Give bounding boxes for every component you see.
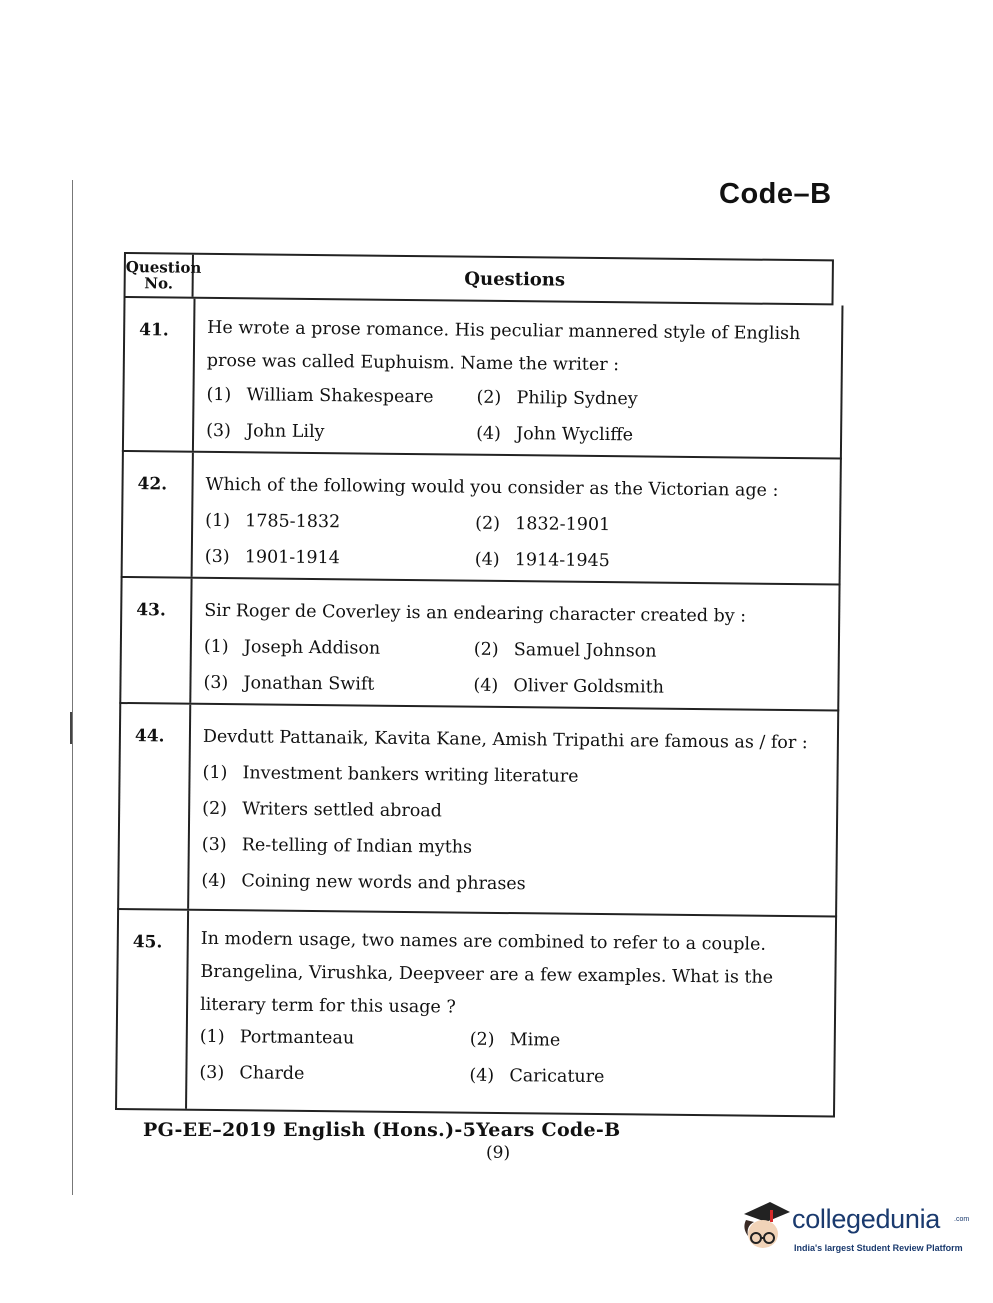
option-number: (2) <box>476 387 502 408</box>
option-number: (4) <box>474 549 500 570</box>
option-text: Jonathan Swift <box>243 673 375 695</box>
option-text: Re-telling of Indian myths <box>241 835 473 858</box>
option-number: (3) <box>206 420 232 442</box>
option-text: 1914-1945 <box>514 550 610 572</box>
option-number: (2) <box>202 798 228 820</box>
option <box>201 871 525 894</box>
question-number: 42. <box>137 474 168 495</box>
question-number: 43. <box>136 600 166 621</box>
option <box>206 421 325 442</box>
option-number: (4) <box>476 423 502 444</box>
column-divider <box>185 911 189 1109</box>
option <box>473 676 664 698</box>
option-text: Portmanteau <box>239 1027 355 1049</box>
option-number: (2) <box>473 639 499 660</box>
option-number: (4) <box>469 1065 495 1086</box>
option-text: Mime <box>509 1030 561 1051</box>
logo-tagline: India's largest Student Review Platform <box>794 1243 963 1253</box>
option-number: (3) <box>199 1062 225 1084</box>
option-text: Charde <box>239 1063 305 1084</box>
option-text: Caricature <box>509 1066 605 1088</box>
column-divider <box>189 579 192 703</box>
option-number: (1) <box>199 1026 225 1048</box>
option-text: John Lily <box>246 421 325 443</box>
option <box>475 550 610 571</box>
table-header-row <box>124 252 834 305</box>
option-text: Investment bankers writing literature <box>242 763 579 787</box>
question-text: Sir Roger de Coverley is an endearing character created by : <box>204 600 747 627</box>
option-number: (1) <box>205 510 231 532</box>
column-divider <box>192 299 196 451</box>
option-text: William Shakespeare <box>246 385 434 408</box>
question-number: 44. <box>134 726 165 747</box>
option-number: (1) <box>202 762 228 784</box>
scan-edge-line <box>72 180 73 1195</box>
column-header-question-no-line2: No. <box>144 274 174 293</box>
logo-wordmark: collegedunia <box>792 1204 941 1234</box>
option <box>474 640 657 662</box>
option <box>204 637 381 659</box>
option <box>200 1027 355 1049</box>
option-text: Samuel Johnson <box>513 640 657 662</box>
option-text: Writers settled abroad <box>242 799 443 822</box>
option-text: 1785-1832 <box>245 511 341 533</box>
logo-suffix: .com <box>954 1216 970 1223</box>
question-text: He wrote a prose romance. His peculiar mannered style of English prose was called Euphuism. Name the writer : <box>206 317 801 376</box>
question-row <box>117 704 839 918</box>
option-text: John Wycliffe <box>516 424 634 446</box>
page-number: (9) <box>486 1143 511 1163</box>
option <box>469 1066 604 1087</box>
question-row <box>122 298 844 460</box>
mascot-icon <box>736 1198 792 1258</box>
option <box>206 385 433 407</box>
column-header-question-no <box>125 254 202 297</box>
question-number: 45. <box>132 932 163 953</box>
scan-edge-mark <box>70 712 78 744</box>
question-table <box>115 252 854 1120</box>
option <box>205 511 340 532</box>
question-text: Devdutt Pattanaik, Kavita Kane, Amish Tripathi are famous as / for : <box>202 726 808 754</box>
question-row <box>119 578 840 712</box>
column-header-questions: Questions <box>464 268 566 291</box>
option-number: (2) <box>469 1029 495 1050</box>
option-text: 1901-1914 <box>244 547 340 569</box>
question-text: In modern usage, two names are combined to refer to a couple. Brangelina, Virushka, Deepveer are a few examples. What is the literary term for this usage ? <box>200 928 774 1018</box>
option-number: (3) <box>204 546 230 568</box>
collegedunia-logo <box>736 1196 970 1266</box>
column-header-question-no-line1: Question <box>125 258 202 277</box>
option <box>476 424 633 446</box>
cap-tassel <box>770 1210 773 1222</box>
column-divider <box>191 453 194 577</box>
paper-code: Code–B <box>719 178 832 210</box>
column-divider <box>187 705 191 909</box>
option-number: (4) <box>201 870 227 892</box>
option-text: 1832-1901 <box>515 514 611 536</box>
option <box>202 763 578 787</box>
option <box>202 835 472 858</box>
option <box>475 514 610 535</box>
option <box>476 388 637 410</box>
option-number: (1) <box>206 384 232 406</box>
option <box>202 799 442 822</box>
exam-footer: PG-EE–2019 English (Hons.)-5Years Code-B <box>143 1119 621 1141</box>
option <box>203 673 374 695</box>
option-number: (2) <box>475 513 501 534</box>
option <box>199 1063 304 1084</box>
option-number: (3) <box>203 672 229 694</box>
question-row <box>115 910 837 1118</box>
option-text: Joseph Addison <box>243 637 381 659</box>
option-number: (1) <box>203 636 229 658</box>
option-number: (3) <box>201 834 227 856</box>
option <box>470 1030 561 1051</box>
option <box>205 547 340 568</box>
grad-cap <box>744 1202 790 1222</box>
option-text: Coining new words and phrases <box>241 871 526 895</box>
question-row <box>121 452 842 586</box>
option-text: Philip Sydney <box>516 388 638 410</box>
option-number: (4) <box>473 675 499 696</box>
question-number: 41. <box>139 320 169 341</box>
question-text: Which of the following would you consider as the Victorian age : <box>205 474 779 501</box>
option-text: Oliver Goldsmith <box>513 676 665 698</box>
